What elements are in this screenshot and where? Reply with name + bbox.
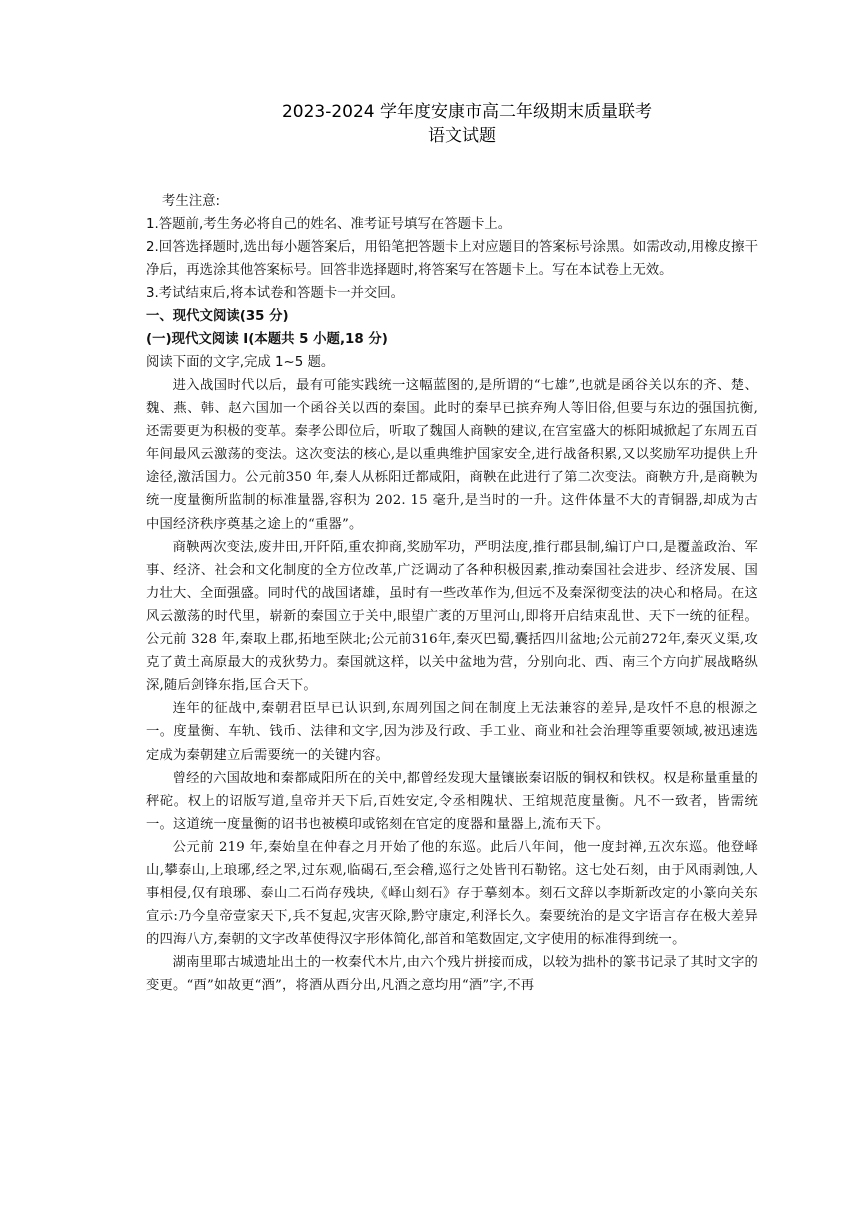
notice-heading: 考生注意: — [162, 194, 221, 209]
notice-item: 1.答题前,考生务必将自己的姓名、准考证号填写在答题卡上。 — [146, 217, 512, 232]
section-heading: 一、现代文阅读(35 分) — [146, 309, 289, 324]
passage-paragraph: 进入战国时代以后，最有可能实践统一这幅蓝图的,是所谓的“七雄”,也就是函谷关以东的齐、楚、魏、燕、韩、赵六国加一个函谷关以西的秦国。此时的秦早已摈弃殉人等旧俗,但要与东边的强国抗衡,还需要更为积极的变革。秦孝公即位后，听取了魏国人商鞅的建议,在宫室盛大的栎阳城掀起了东周五百年间最风云激荡的变法。这次变法的核心,是以重典维护国家安全,进行战备积累,又以奖励军功提供上升途径,激活国力。公元前350 年,秦人从栎阳迁都咸阳，商鞅在此进行了第二次变法。商鞅方升,是商鞅为统一度量衡所监制的标准量器,容积为 202. 15 毫升,是当时的一升。这件体量不大的青铜器,却成为古中国经济秩序奠基之途上的“重器”。 — [146, 378, 758, 532]
passage-paragraph: 连年的征战中,秦朝君臣早已认识到,东周列国之间在制度上无法兼容的差异,是攻忏不息的根源之一。度量衡、车轨、钱币、法律和文字,因为涉及行政、手工业、商业和社会治理等重要领域,被迅速选定成为秦朝建立后需要统一的关键内容。 — [146, 701, 758, 763]
subject-title: 语文试题 — [428, 126, 496, 146]
notice-list — [146, 213, 758, 305]
title-block — [176, 100, 758, 148]
exam-title: 2023-2024 学年度安康市高二年级期末质量联考 — [281, 102, 653, 122]
notice-item: 2.回答选择题时,选出每小题答案后，用铅笔把答题卡上对应题目的答案标号涂黑。如需改动,用橡皮擦干净后，再选涂其他答案标号。回答非选择题时,将答案写在答题卡上。写在本试卷上无效。 — [146, 240, 758, 278]
passage-paragraph: 商鞅两次变法,废井田,开阡陌,重农抑商,奖励军功，严明法度,推行郡县制,编订户口,是覆盖政治、军事、经济、社会和文化制度的全方位改革,广泛调动了各种积极因素,推动秦国社会进步、经济发展、国力壮大、全面强盛。同时代的战国诸雄，虽时有一些改革作为,但远不及秦深彻变法的决心和格局。在这风云激荡的时代里，崭新的秦国立于关中,眼望广袤的万里河山,即将开启结束乱世、天下一统的征程。公元前 328 年,秦取上郡,拓地至陕北;公元前316年,秦灭巴蜀,囊括四川盆地;公元前272年,秦灭义渠,攻克了黄土高原最大的戎狄势力。秦国就这样，以关中盆地为营，分别向北、西、南三个方向扩展战略纵深,随后剑锋东指,匡合天下。 — [146, 539, 758, 694]
passage-paragraph: 公元前 219 年,秦始皇在仲春之月开始了他的东巡。此后八年间，他一度封禅,五次东巡。他登峄山,攀泰山,上琅琊,经之罘,过东观,临碣石,至会稽,巡行之处皆刊石勒铭。这七处石刻，由于风雨剥蚀,人事相侵,仅有琅琊、泰山二石尚存残块,《峄山刻石》存于摹刻本。刻石文辞以李斯新改定的小篆向关东宣示:乃今皇帝壹家天下,兵不复起,灾害灭除,黔守康定,利泽长久。秦要统治的是文字语言存在极大差异的四海八方,秦朝的文字改革使得汉字形体简化,部首和笔数固定,文字使用的标准得到统一。 — [146, 839, 758, 948]
passage-paragraph: 湖南里耶古城遗址出土的一枚秦代木片,由六个残片拼接而成，以较为拙朴的篆书记录了其时文字的变更。“酉”如故更“酒”，将酒从酉分出,凡酒之意均用“酒”字,不再 — [146, 955, 758, 994]
passage-paragraph: 曾经的六国故地和秦都咸阳所在的关中,都曾经发现大量镶嵌秦诏版的铜权和铁权。权是称量重量的秤砣。权上的诏版写道,皇帝并天下后,百姓安定,令丞相隗状、王绾规范度量衡。凡不一致者，皆需统一。这道统一度量衡的诏书也被模印或铭刻在官定的度器和量器上,流布天下。 — [146, 770, 758, 832]
reading-passage — [146, 374, 758, 998]
reading-instruction: 阅读下面的文字,完成 1~5 题。 — [146, 355, 335, 370]
notice-item: 3.考试结束后,将本试卷和答题卡一并交回。 — [146, 286, 405, 301]
section-subheading: (一)现代文阅读 I(本题共 5 小题,18 分) — [146, 332, 388, 347]
